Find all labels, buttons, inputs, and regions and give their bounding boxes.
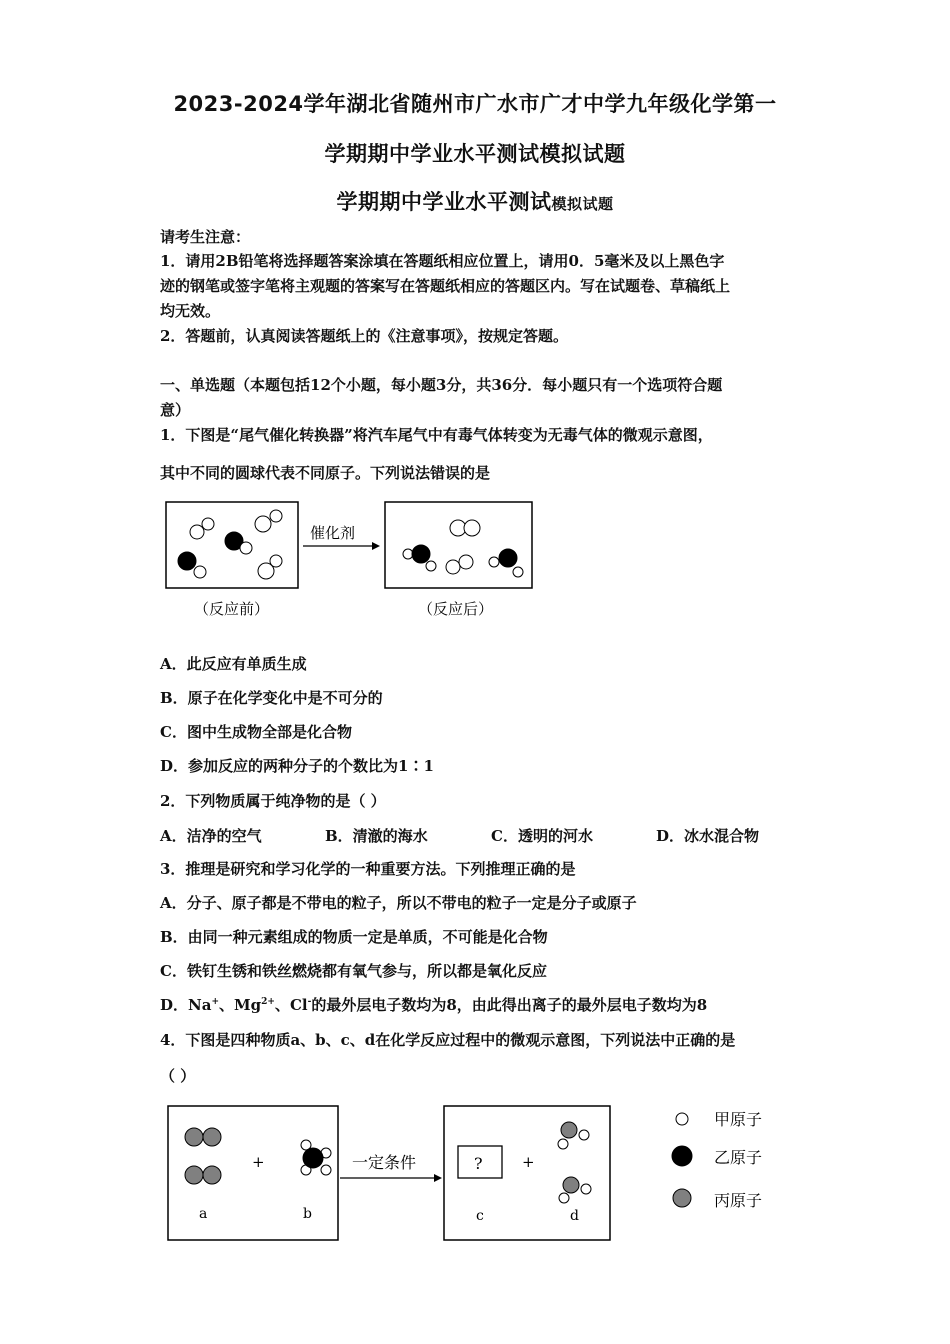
separator-2: 、: [274, 996, 290, 1014]
before-molecules: [178, 510, 282, 579]
label-c: c: [476, 1208, 484, 1224]
plus-sign-1: +: [252, 1153, 265, 1171]
notice-item-1-line-2: 迹的钢笔或签字笔将主观题的答案写在答题纸相应的答题区内。写在试题卷、草稿纸上: [160, 277, 731, 295]
q3-option-d-rest: 的最外层电子数均为8，由此得出离子的最外层电子数均为8: [311, 996, 708, 1014]
atom-legend: [672, 1110, 762, 1210]
q1-option-b: B．原子在化学变化中是不可分的: [160, 689, 383, 707]
ion-magnesium: Mg: [234, 996, 262, 1014]
section-heading-line-2: 意）: [160, 401, 191, 419]
reaction-arrow-head: [372, 542, 380, 550]
molecule-d-top: [558, 1122, 589, 1149]
q3-option-d-prefix: D．: [160, 996, 189, 1014]
q1-option-c: C．图中生成物全部是化合物: [160, 723, 352, 741]
notice-item-1-line-3: 均无效。: [160, 302, 221, 320]
q1-option-d: D．参加反应的两种分子的个数比为1∶1: [160, 757, 434, 775]
label-b: b: [303, 1206, 312, 1222]
ion-sodium-charge: +: [211, 997, 219, 1007]
q1-reaction-diagram: [160, 498, 540, 628]
molecule-b: [301, 1140, 331, 1175]
legend-marker-bing: [673, 1189, 691, 1207]
after-box: [385, 502, 532, 588]
molecule-a: [185, 1128, 221, 1184]
question-mark: ?: [474, 1154, 483, 1173]
legend-label-jia: 甲原子: [714, 1110, 763, 1129]
q1-stem-line-2: 其中不同的圆球代表不同原子。下列说法错误的是: [160, 464, 491, 482]
condition-arrow-head: [434, 1174, 442, 1182]
title-line-1: 2023-2024学年湖北省随州市广水市广才中学九年级化学第一: [173, 92, 777, 116]
label-d: d: [570, 1208, 579, 1224]
q4-reaction-diagram: [160, 1100, 800, 1245]
q3-stem: 3．推理是研究和学习化学的一种重要方法。下列推理正确的是: [160, 860, 576, 878]
ion-sodium: Na: [188, 996, 212, 1014]
after-label: （反应后）: [418, 600, 494, 618]
q1-option-a: A．此反应有单质生成: [160, 655, 307, 673]
section-heading-line-1: 一、单选题（本题包括12个小题，每小题3分，共36分．每小题只有一个选项符合题: [160, 376, 723, 394]
condition-label: 一定条件: [352, 1153, 417, 1172]
ion-chloride-charge: -: [307, 997, 312, 1007]
label-a: a: [199, 1206, 208, 1222]
molecule-d-bottom: [559, 1177, 591, 1203]
notice-item-1-line-1: 1．请用2B铅笔将选择题答案涂填在答题纸相应位置上，请用0．5毫米及以上黑色字: [160, 252, 725, 270]
q3-option-a: A．分子、原子都是不带电的粒子，所以不带电的粒子一定是分子或原子: [160, 894, 637, 912]
separator-1: 、: [219, 996, 235, 1014]
q2-option-c: C．透明的河水: [491, 827, 593, 845]
legend-label-bing: 丙原子: [714, 1191, 763, 1210]
q1-stem-line-1: 1．下图是“尾气催化转换器”将汽车尾气中有毒气体转变为无毒气体的微观示意图，: [160, 426, 713, 444]
q3-option-d: [160, 993, 800, 1018]
notice-item-2: 2．答题前，认真阅读答题纸上的《注意事项》，按规定答题。: [160, 327, 568, 345]
q3-option-b: B．由同一种元素组成的物质一定是单质，不可能是化合物: [160, 928, 548, 946]
legend-marker-yi: [672, 1146, 692, 1166]
after-molecules: [403, 520, 523, 577]
ion-chloride: Cl: [289, 996, 308, 1014]
legend-label-yi: 乙原子: [714, 1148, 763, 1167]
q2-options: [160, 824, 800, 849]
ion-magnesium-charge: 2+: [261, 997, 275, 1007]
title-line-3: [0, 186, 950, 216]
q4-stem-line-1: 4．下图是四种物质a、b、c、d在化学反应过程中的微观示意图，下列说法中正确的是: [160, 1031, 736, 1049]
catalyst-label: 催化剂: [310, 524, 356, 542]
q2-stem: 2．下列物质属于纯净物的是（ ）: [160, 792, 386, 810]
q3-option-c: C．铁钉生锈和铁丝燃烧都有氧气参与，所以都是氧化反应: [160, 962, 547, 980]
notice-heading: 请考生注意：: [160, 228, 251, 246]
title-line-2: 学期期中学业水平测试模拟试题: [324, 142, 626, 166]
q4-stem-line-2: （ ）: [160, 1067, 196, 1085]
before-label: （反应前）: [194, 600, 270, 618]
title-line-3-main: 学期期中学业水平测试: [336, 190, 552, 214]
products-box: [444, 1106, 610, 1240]
title-line-3-small: 模拟试题: [551, 195, 614, 213]
q2-option-b: B．清澈的海水: [325, 827, 428, 845]
plus-sign-2: +: [522, 1153, 535, 1171]
q2-option-d: D．冰水混合物: [656, 827, 760, 845]
q2-option-a: A．洁净的空气: [160, 827, 262, 845]
legend-marker-jia: [676, 1113, 688, 1125]
